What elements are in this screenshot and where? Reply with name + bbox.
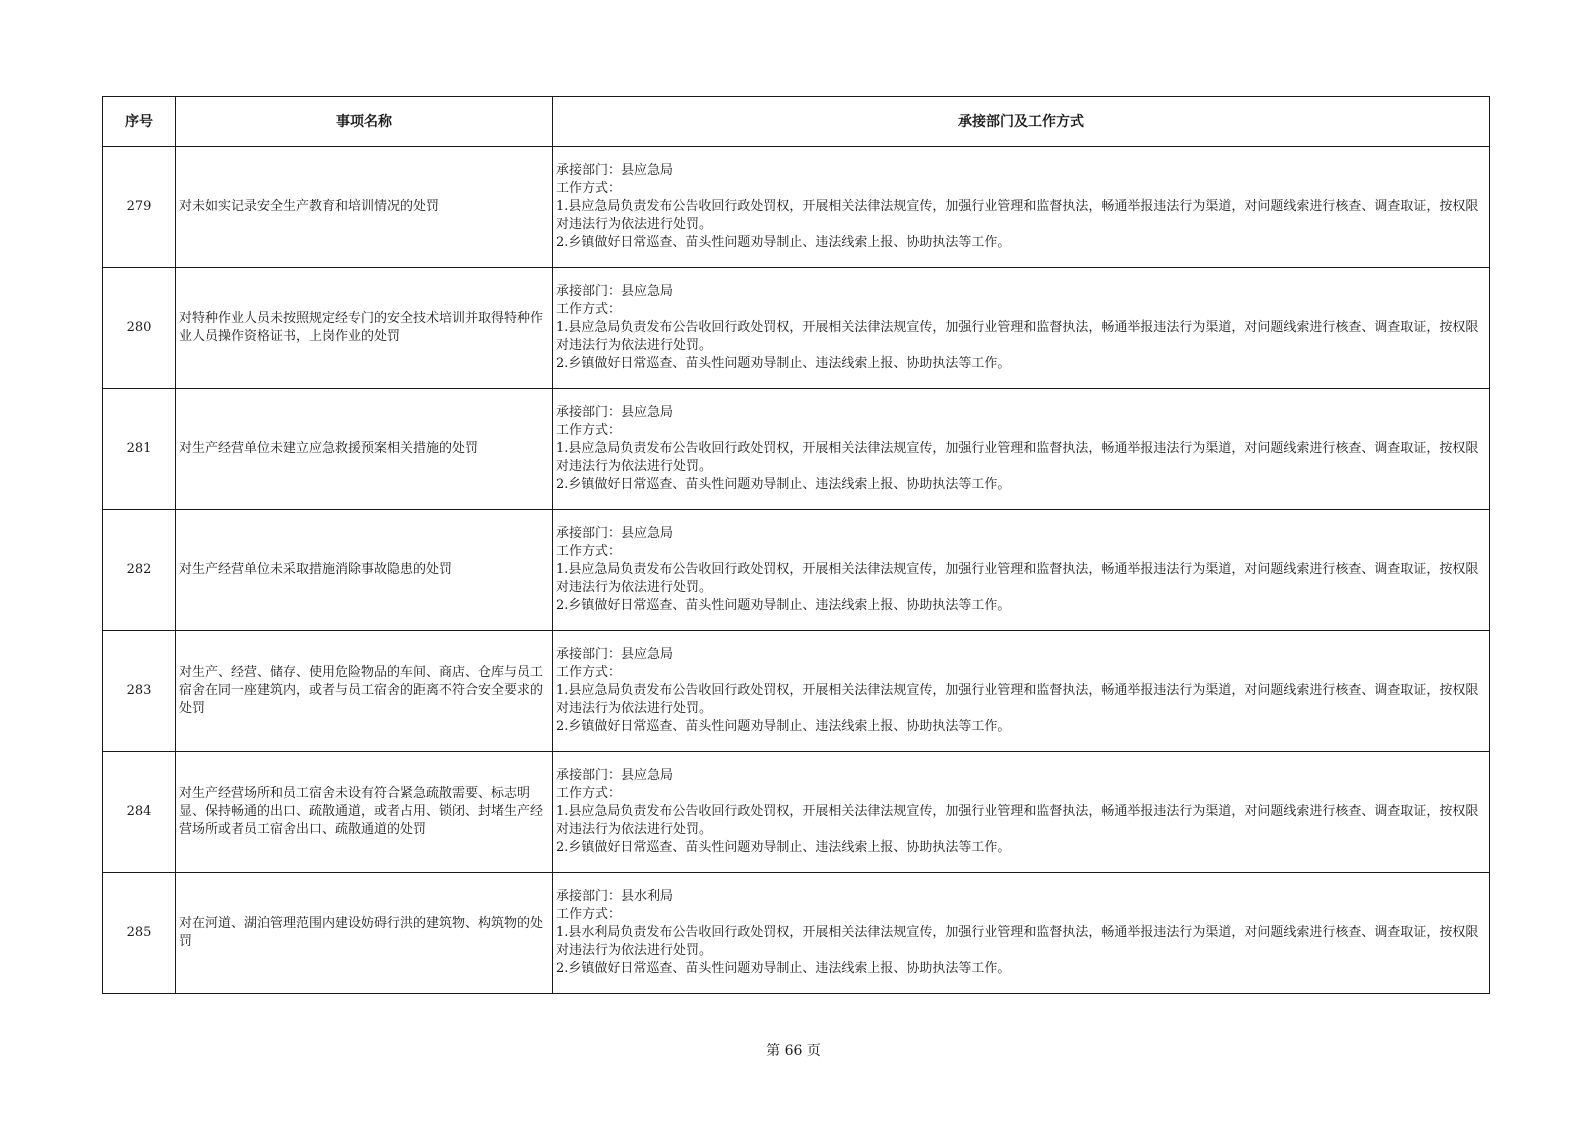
row-name: 对特种作业人员未按照规定经专门的安全技术培训并取得特种作业人员操作资格证书，上岗作业的处罚: [176, 268, 553, 389]
dept-method-2: 2.乡镇做好日常巡查、苗头性问题劝导制止、违法线索上报、协助执法等工作。: [556, 961, 1011, 976]
row-dept: [553, 752, 1490, 873]
row-dept: [553, 268, 1490, 389]
table-row: [103, 873, 1490, 994]
header-dept: 承接部门及工作方式: [553, 97, 1490, 147]
dept-unit: 承接部门：县应急局: [556, 526, 674, 541]
dept-method-label: 工作方式：: [556, 786, 622, 801]
row-dept: [553, 631, 1490, 752]
dept-method-2: 2.乡镇做好日常巡查、苗头性问题劝导制止、违法线索上报、协助执法等工作。: [556, 235, 1011, 250]
dept-unit: 承接部门：县应急局: [556, 284, 674, 299]
dept-method-2: 2.乡镇做好日常巡查、苗头性问题劝导制止、违法线索上报、协助执法等工作。: [556, 477, 1011, 492]
row-num: 281: [103, 389, 176, 510]
row-num: 285: [103, 873, 176, 994]
dept-unit: 承接部门：县应急局: [556, 405, 674, 420]
dept-unit: 承接部门：县水利局: [556, 889, 674, 904]
header-num: 序号: [103, 97, 176, 147]
table-row: [103, 389, 1490, 510]
dept-method-label: 工作方式：: [556, 423, 622, 438]
dept-method-label: 工作方式：: [556, 181, 622, 196]
table-row: [103, 631, 1490, 752]
row-num: 279: [103, 147, 176, 268]
dept-method-2: 2.乡镇做好日常巡查、苗头性问题劝导制止、违法线索上报、协助执法等工作。: [556, 719, 1011, 734]
row-name: 对生产经营场所和员工宿舍未设有符合紧急疏散需要、标志明显、保持畅通的出口、疏散通道，或者占用、锁闭、封堵生产经营场所或者员工宿舍出口、疏散通道的处罚: [176, 752, 553, 873]
dept-unit: 承接部门：县应急局: [556, 163, 674, 178]
dept-method-1: 1.县应急局负责发布公告收回行政处罚权，开展相关法律法规宣传，加强行业管理和监督执法，畅通举报违法行为渠道，对问题线索进行核查、调查取证，按权限对违法行为依法进行处罚。: [556, 320, 1479, 353]
dept-method-label: 工作方式：: [556, 544, 622, 559]
row-dept: [553, 389, 1490, 510]
dept-method-label: 工作方式：: [556, 302, 622, 317]
table-row: [103, 510, 1490, 631]
row-dept: [553, 147, 1490, 268]
dept-method-2: 2.乡镇做好日常巡查、苗头性问题劝导制止、违法线索上报、协助执法等工作。: [556, 598, 1011, 613]
table-row: [103, 268, 1490, 389]
row-num: 280: [103, 268, 176, 389]
dept-method-label: 工作方式：: [556, 907, 622, 922]
dept-unit: 承接部门：县应急局: [556, 768, 674, 783]
row-name: 对生产经营单位未采取措施消除事故隐患的处罚: [176, 510, 553, 631]
row-dept: [553, 510, 1490, 631]
dept-method-2: 2.乡镇做好日常巡查、苗头性问题劝导制止、违法线索上报、协助执法等工作。: [556, 356, 1011, 371]
table-row: [103, 147, 1490, 268]
dept-method-label: 工作方式：: [556, 665, 622, 680]
table-row: [103, 752, 1490, 873]
items-table: [102, 96, 1490, 994]
table-header-row: [103, 97, 1490, 147]
page-number: 第 66 页: [766, 1043, 821, 1059]
row-dept: [553, 873, 1490, 994]
row-name: 对生产经营单位未建立应急救援预案相关措施的处罚: [176, 389, 553, 510]
dept-method-1: 1.县应急局负责发布公告收回行政处罚权，开展相关法律法规宣传，加强行业管理和监督执法，畅通举报违法行为渠道，对问题线索进行核查、调查取证，按权限对违法行为依法进行处罚。: [556, 562, 1479, 595]
dept-method-1: 1.县应急局负责发布公告收回行政处罚权，开展相关法律法规宣传，加强行业管理和监督执法，畅通举报违法行为渠道，对问题线索进行核查、调查取证，按权限对违法行为依法进行处罚。: [556, 199, 1479, 232]
row-num: 283: [103, 631, 176, 752]
dept-unit: 承接部门：县应急局: [556, 647, 674, 662]
row-num: 284: [103, 752, 176, 873]
header-name: 事项名称: [176, 97, 553, 147]
dept-method-2: 2.乡镇做好日常巡查、苗头性问题劝导制止、违法线索上报、协助执法等工作。: [556, 840, 1011, 855]
row-name: 对生产、经营、储存、使用危险物品的车间、商店、仓库与员工宿舍在同一座建筑内，或者与员工宿舍的距离不符合安全要求的处罚: [176, 631, 553, 752]
dept-method-1: 1.县应急局负责发布公告收回行政处罚权，开展相关法律法规宣传，加强行业管理和监督执法，畅通举报违法行为渠道，对问题线索进行核查、调查取证，按权限对违法行为依法进行处罚。: [556, 441, 1479, 474]
row-num: 282: [103, 510, 176, 631]
dept-method-1: 1.县水利局负责发布公告收回行政处罚权，开展相关法律法规宣传，加强行业管理和监督执法，畅通举报违法行为渠道，对问题线索进行核查、调查取证，按权限对违法行为依法进行处罚。: [556, 925, 1479, 958]
row-name: 对在河道、湖泊管理范围内建设妨碍行洪的建筑物、构筑物的处罚: [176, 873, 553, 994]
dept-method-1: 1.县应急局负责发布公告收回行政处罚权，开展相关法律法规宣传，加强行业管理和监督执法，畅通举报违法行为渠道，对问题线索进行核查、调查取证，按权限对违法行为依法进行处罚。: [556, 683, 1479, 716]
row-name: 对未如实记录安全生产教育和培训情况的处罚: [176, 147, 553, 268]
dept-method-1: 1.县应急局负责发布公告收回行政处罚权，开展相关法律法规宣传，加强行业管理和监督执法，畅通举报违法行为渠道，对问题线索进行核查、调查取证，按权限对违法行为依法进行处罚。: [556, 804, 1479, 837]
